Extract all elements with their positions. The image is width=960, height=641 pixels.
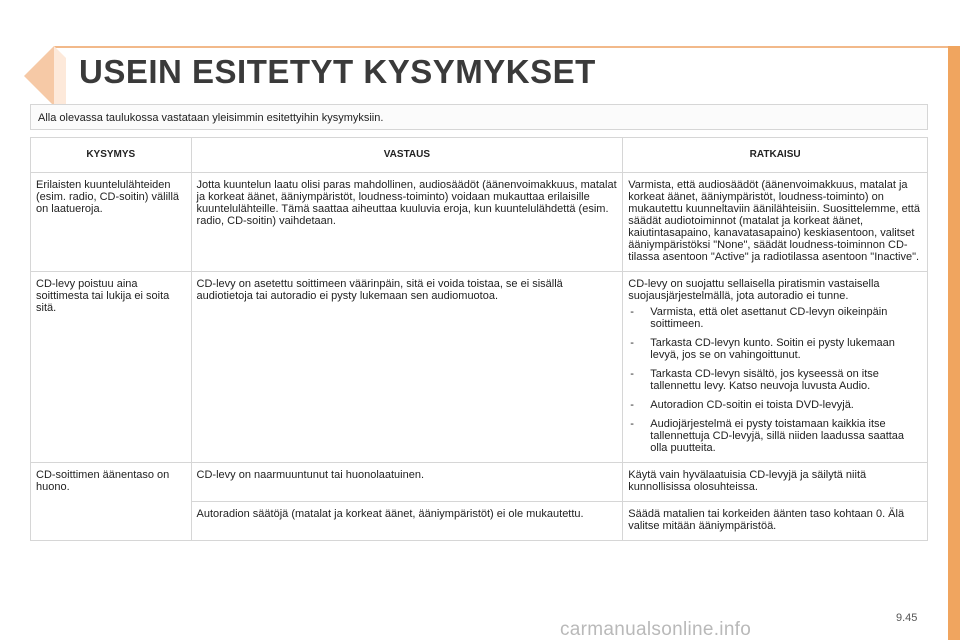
page-title: USEIN ESITETYT KYSYMYKSET [79, 53, 596, 90]
column-header-question: KYSYMYS [31, 138, 192, 173]
dash-bullet: - [630, 337, 634, 349]
list-item: - Varmista, että olet asettanut CD-levyn oikeinpäin soittimeen. [630, 306, 888, 330]
faq-table [30, 137, 928, 541]
list-item: - Audiojärjestelmä ei pysty toistamaan kaikkia itse tallennettuja CD-levyjä, sillä niiden laadussa saattaa olla puutteita. [630, 418, 905, 454]
watermark: carmanualsonline.info [560, 619, 752, 640]
solution-cell [623, 272, 928, 463]
dash-bullet: - [630, 418, 634, 430]
question-cell: CD-soittimen äänentaso on huono. [31, 463, 192, 541]
column-header-answer: VASTAUS [191, 138, 623, 173]
side-accent-bar [948, 46, 960, 640]
question-cell: Erilaisten kuuntelulähteiden (esim. radio, CD-soitin) välillä on laatueroja. [31, 173, 192, 272]
list-item: - Tarkasta CD-levyn sisältö, jos kyseessä on itse tallennettu levy. Katso neuvoja luvusta Audio. [630, 368, 879, 392]
intro-text: Alla olevassa taulukossa vastataan yleisimmin esitettyihin kysymyksiin. [30, 104, 928, 130]
column-header-solution: RATKAISU [623, 138, 928, 173]
dash-bullet: - [630, 306, 634, 318]
table-row [31, 173, 928, 272]
corner-decoration [24, 46, 84, 106]
list-item: - Autoradion CD-soitin ei toista DVD-levyjä. [630, 399, 854, 411]
answer-cell: CD-levy on asetettu soittimeen väärinpäin, sitä ei voida toistaa, se ei sisällä audiotietoja tai autoradio ei pysty lukemaan sen audiomuotoa. [191, 272, 623, 463]
page-number: 9.45 [896, 612, 918, 624]
table-row [31, 272, 928, 463]
solution-intro: CD-levy on suojattu sellaisella piratismin vastaisella suojausjärjestelmällä, jota autoradio ei tunne. [628, 278, 880, 302]
answer-cell: Autoradion säätöjä (matalat ja korkeat äänet, ääniympäristöt) ei ole mukautettu. [191, 502, 623, 541]
table-header-row [31, 138, 928, 173]
answer-cell: Jotta kuuntelun laatu olisi paras mahdollinen, audiosäädöt (äänenvoimakkuus, matalat ja korkeat äänet, ääniympäristöt, loudness-toiminto) voidaan mukauttaa erilaisille kuuntelulähteille. Tämä saattaa aiheuttaa kuuluvia eroja, kun kuuntelulähdettä (esim. radio, CD-soitin) vaihdetaan. [191, 173, 623, 272]
solution-cell: Säädä matalien tai korkeiden äänten taso kohtaan 0. Älä valitse mitään ääniympäristöä. [623, 502, 928, 541]
list-item: - Tarkasta CD-levyn kunto. Soitin ei pysty lukemaan levyä, jos se on vahingoittunut. [630, 337, 895, 361]
dash-bullet: - [630, 399, 634, 411]
table-row [31, 463, 928, 502]
question-cell: CD-levy poistuu aina soittimesta tai lukija ei soita sitä. [31, 272, 192, 463]
solution-list [628, 306, 923, 454]
header-rule [54, 46, 948, 48]
dash-bullet: - [630, 368, 634, 380]
answer-cell: CD-levy on naarmuuntunut tai huonolaatuinen. [191, 463, 623, 502]
solution-cell: Varmista, että audiosäädöt (äänenvoimakkuus, matalat ja korkeat äänet, ääniympäristöt, loudness-toiminto) on mukautettu kuunneltaviin äänilähteisiin. Suosittelemme, että säädät audiotoiminnot (matalat ja korkeat äänet, kaiutintasapaino, kanavatasapaino) keskiasentoon, valitset ääniympäristöksi "None", säädät loudness-toiminnon CD-tilassa asentoon "Active" ja radiotilassa asentoon "Inactive". [623, 173, 928, 272]
solution-cell: Käytä vain hyvälaatuisia CD-levyjä ja säilytä niitä kunnollisissa olosuhteissa. [623, 463, 928, 502]
